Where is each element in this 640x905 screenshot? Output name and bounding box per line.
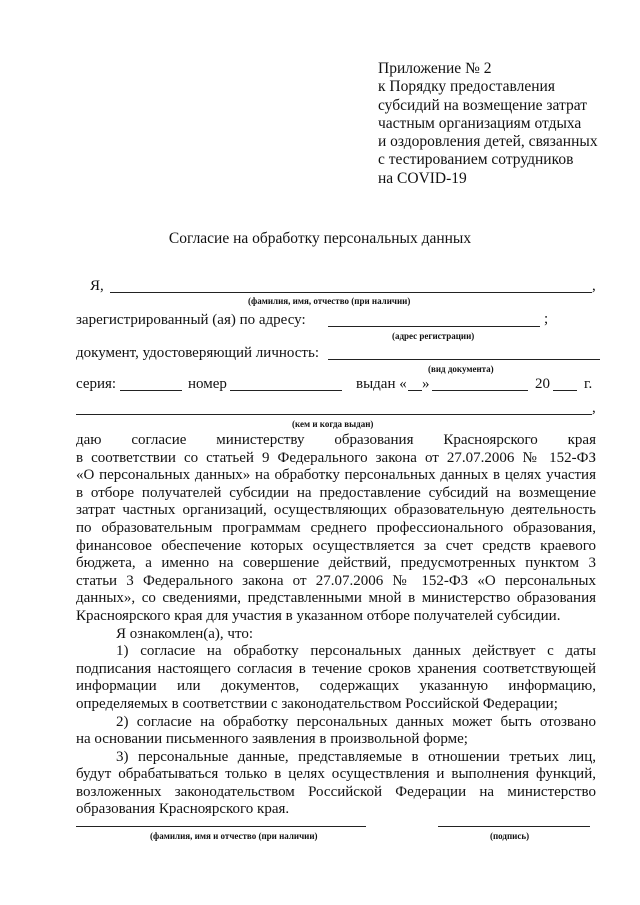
series-label: серия: (76, 376, 117, 392)
signature-field[interactable] (438, 826, 590, 827)
appendix-line: Приложение № 2 (378, 60, 492, 77)
issued-day-field[interactable] (408, 390, 422, 391)
issued-label: выдан « (356, 376, 407, 392)
issued-year-field[interactable] (553, 390, 577, 391)
issuer-end: , (592, 400, 596, 416)
item3-line: возложенных законодательством Российской Федерации на министерство (76, 783, 596, 800)
item3-line: образования Красноярского края. (76, 801, 290, 818)
body-line: затрат частных организаций, осуществляющих образовательную деятельность (76, 502, 596, 519)
consent-body (76, 432, 596, 819)
number-field[interactable] (230, 390, 342, 391)
address-field[interactable] (328, 326, 540, 327)
appendix-header (378, 60, 598, 188)
document-type-field[interactable] (328, 359, 600, 360)
body-line: по образовательным программам среднего профессионального образования, (76, 519, 596, 536)
item3-line: 3) персональные данные, представляемые в отношении третьих лиц, (116, 748, 596, 765)
body-line: «О персональных данных» на обработку персональных данных в целях участия (76, 467, 596, 484)
document-title: Согласие на обработку персональных данных (168, 230, 472, 247)
document-caption: (вид документа) (428, 364, 494, 374)
body-line: данных», со сведениями, представленными мной в министерство образования (76, 590, 596, 607)
appendix-line: с тестированием сотрудников (378, 151, 574, 169)
signature-caption: (подпись) (490, 831, 530, 841)
ya-end: , (592, 278, 596, 294)
issued-month-field[interactable] (432, 390, 528, 391)
item2-line: 2) согласие на обработку персональных данных может быть отозвано (116, 713, 596, 730)
issuer-field[interactable] (76, 414, 592, 415)
year-suffix: г. (584, 376, 593, 392)
item1-line: 1) согласие на обработку персональных данных действует с даты (116, 643, 596, 660)
full-name-field[interactable] (110, 292, 592, 293)
item1-line: определяемых в соответствии с законодательством Российской Федерации; (76, 695, 558, 712)
appendix-line: субсидий на возмещение затрат (378, 96, 587, 114)
document-label: документ, удостоверяющий личность: (76, 345, 319, 361)
ya-label: Я, (90, 278, 104, 294)
item2-line: на основании письменного заявления в произвольной форме; (76, 731, 468, 748)
address-label: зарегистрированный (ая) по адресу: (76, 312, 306, 328)
appendix-line: частным организациям отдыха (378, 114, 582, 132)
body-line: статьи 3 Федерального закона от 27.07.2006 № 152-ФЗ «О персональных (76, 572, 596, 589)
address-caption: (адрес регистрации) (392, 331, 475, 341)
item3-line: будут обрабатываться только в целях осуществления и выполнения функций, (76, 766, 596, 783)
year-prefix: 20 (535, 376, 550, 392)
signature-name-field[interactable] (76, 826, 366, 827)
body-line: бюджета, а именно на совершение действий, предусмотренных пунктом 3 (76, 555, 596, 572)
appendix-line: на COVID-19 (378, 169, 467, 187)
name-caption: (фамилия, имя, отчество (при наличии) (248, 296, 411, 306)
number-label: номер (188, 376, 227, 392)
issuer-caption: (кем и когда выдан) (292, 419, 374, 429)
body-line: в отборе получателей субсидии на предоставление субсидий на возмещение (76, 484, 596, 501)
item1-line: подписания настоящего согласия в течение сроков хранения соответствующей (76, 660, 596, 677)
ack-intro: Я ознакомлен(а), что: (116, 625, 253, 642)
address-end: ; (544, 311, 549, 327)
body-line: даю согласие министерству образования Красноярского края (76, 432, 596, 448)
body-line: Красноярского края для участия в указанном отборе получателей субсидии. (76, 607, 561, 624)
issued-mid: » (422, 376, 430, 392)
signature-name-caption: (фамилия, имя и отчество (при наличии) (150, 831, 318, 841)
body-line: в соответствии со статьей 9 Федерального закона от 27.07.2006 № 152-ФЗ (76, 449, 596, 466)
series-field[interactable] (120, 390, 182, 391)
body-line: финансовое обеспечение которых осуществляется за счет средств краевого (76, 537, 596, 554)
item1-line: информации или документов, содержащих указанную информацию, (76, 678, 596, 695)
appendix-line: к Порядку предоставления (378, 78, 555, 96)
appendix-line: и оздоровления детей, связанных (378, 133, 598, 151)
